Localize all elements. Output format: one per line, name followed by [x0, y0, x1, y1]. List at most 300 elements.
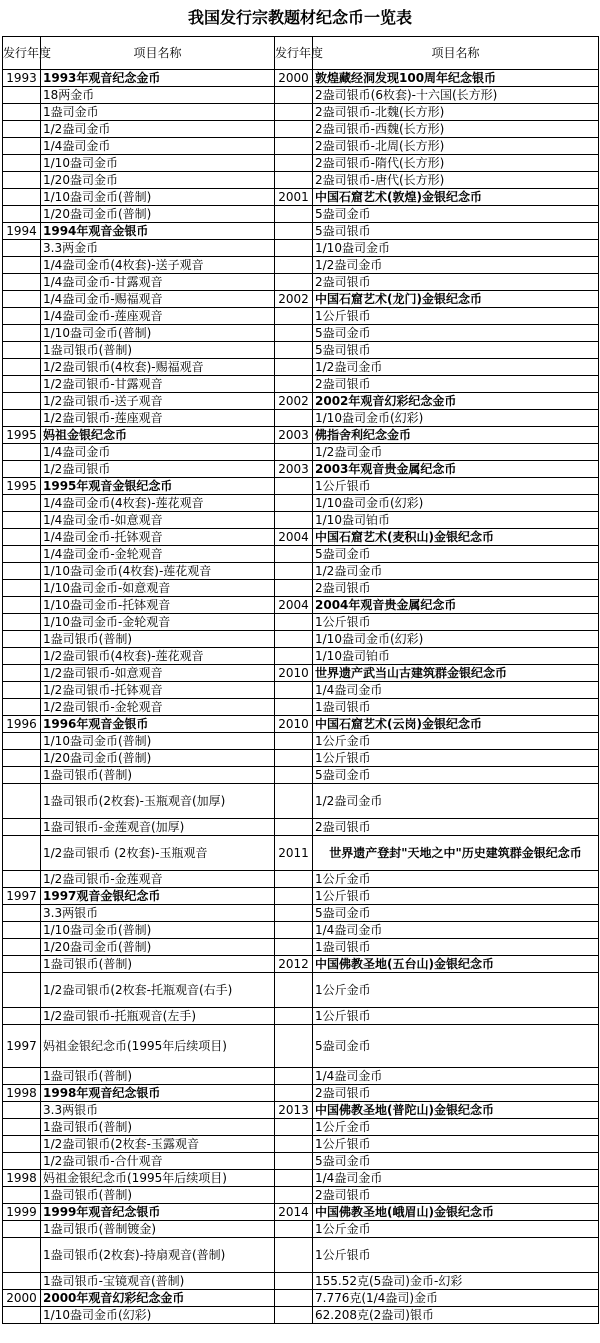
year-cell-left — [3, 614, 41, 631]
item-name-cell-right: 中国佛教圣地(峨眉山)金银纪念币 — [313, 1204, 599, 1221]
year-cell-right — [275, 104, 313, 121]
table-row — [3, 871, 599, 888]
year-cell-left: 1998 — [3, 1170, 41, 1187]
item-name-cell-left: 1盎司银币(普制镀金) — [41, 1221, 275, 1238]
item-name-cell-right: 2盎司银币 — [313, 1085, 599, 1102]
table-row — [3, 1221, 599, 1238]
item-name-cell-right: 5盎司金币 — [313, 767, 599, 784]
table-row — [3, 784, 599, 819]
item-name-cell-right: 5盎司金币 — [313, 546, 599, 563]
year-cell-left: 2000 — [3, 1290, 41, 1307]
table-row — [3, 665, 599, 682]
item-name-cell-left: 妈祖金银纪念币(1995年后续项目) — [41, 1025, 275, 1068]
item-name-cell-left: 1盎司银币(普制) — [41, 1068, 275, 1085]
year-cell-right — [275, 905, 313, 922]
year-cell-left — [3, 444, 41, 461]
item-name-cell-left: 1/4盎司金币(4枚套)-送子观音 — [41, 257, 275, 274]
year-cell-right — [275, 819, 313, 836]
year-cell-right — [275, 871, 313, 888]
item-name-cell-left: 1盎司银币-宝镜观音(普制) — [41, 1273, 275, 1290]
item-name-cell-right: 1/2盎司金币 — [313, 257, 599, 274]
year-cell-right — [275, 1153, 313, 1170]
item-name-cell-left: 1995年观音金银纪念币 — [41, 478, 275, 495]
item-name-cell-left: 1/4盎司金币(4枚套)-莲花观音 — [41, 495, 275, 512]
item-name-cell-right: 1/4盎司金币 — [313, 1068, 599, 1085]
year-cell-left — [3, 461, 41, 478]
year-cell-left — [3, 1307, 41, 1324]
year-cell-right — [275, 240, 313, 257]
item-name-cell-right: 2004年观音贵金属纪念币 — [313, 597, 599, 614]
year-cell-right — [275, 87, 313, 104]
table-row — [3, 1068, 599, 1085]
year-cell-right — [275, 563, 313, 580]
item-name-cell-left: 1/10盎司金币-托钵观音 — [41, 597, 275, 614]
item-name-cell-left: 1/2盎司银币-托钵观音 — [41, 682, 275, 699]
year-cell-left — [3, 699, 41, 716]
year-cell-right — [275, 888, 313, 905]
table-row — [3, 138, 599, 155]
year-cell-left — [3, 257, 41, 274]
table-row — [3, 888, 599, 905]
item-name-cell-left: 1/10盎司金币-如意观音 — [41, 580, 275, 597]
year-cell-right — [275, 155, 313, 172]
table-row — [3, 1187, 599, 1204]
table-row — [3, 189, 599, 206]
year-cell-right — [275, 308, 313, 325]
item-name-cell-left: 1盎司银币(普制) — [41, 631, 275, 648]
item-name-cell-left: 18两金币 — [41, 87, 275, 104]
item-name-cell-right: 5盎司金币 — [313, 1025, 599, 1068]
item-name-cell-right: 1/4盎司金币 — [313, 682, 599, 699]
item-name-cell-left: 1/4盎司金币 — [41, 138, 275, 155]
header-row — [3, 37, 599, 70]
year-cell-right — [275, 1307, 313, 1324]
year-cell-left — [3, 308, 41, 325]
year-cell-right — [275, 1290, 313, 1307]
table-row — [3, 631, 599, 648]
item-name-cell-left: 1/4盎司金币-如意观音 — [41, 512, 275, 529]
table-row — [3, 478, 599, 495]
table-row — [3, 836, 599, 871]
item-name-cell-right: 5盎司金币 — [313, 905, 599, 922]
table-row — [3, 939, 599, 956]
year-cell-right — [275, 1136, 313, 1153]
item-name-cell-left: 3.3两金币 — [41, 240, 275, 257]
item-name-cell-left: 1盎司银币(普制) — [41, 342, 275, 359]
table-row — [3, 1085, 599, 1102]
item-name-cell-left: 1盎司银币-金莲观音(加厚) — [41, 819, 275, 836]
year-cell-right — [275, 699, 313, 716]
item-name-cell-right: 2003年观音贵金属纪念币 — [313, 461, 599, 478]
table-row — [3, 444, 599, 461]
year-cell-right: 2002 — [275, 291, 313, 308]
year-cell-left — [3, 784, 41, 819]
item-name-cell-left: 1996年观音金银币 — [41, 716, 275, 733]
table-row — [3, 308, 599, 325]
table-row — [3, 563, 599, 580]
item-name-cell-left: 妈祖金银纪念币 — [41, 427, 275, 444]
year-cell-right — [275, 614, 313, 631]
item-name-cell-left: 1盎司银币(普制) — [41, 956, 275, 973]
item-name-cell-left: 1盎司银币(普制) — [41, 1187, 275, 1204]
year-cell-left — [3, 973, 41, 1008]
year-cell-right — [275, 1119, 313, 1136]
item-name-cell-right: 1公斤金币 — [313, 871, 599, 888]
item-name-cell-right: 2盎司银币 — [313, 580, 599, 597]
table-row — [3, 223, 599, 240]
year-cell-right — [275, 1170, 313, 1187]
year-cell-left — [3, 495, 41, 512]
table-row — [3, 359, 599, 376]
table-row — [3, 512, 599, 529]
year-cell-right — [275, 767, 313, 784]
item-name-cell-left: 1/4盎司金币-金轮观音 — [41, 546, 275, 563]
table-row — [3, 905, 599, 922]
year-cell-left — [3, 1273, 41, 1290]
item-name-cell-right: 7.776克(1/4盎司)金币 — [313, 1290, 599, 1307]
year-cell-left — [3, 597, 41, 614]
table-row — [3, 1025, 599, 1068]
year-cell-right — [275, 512, 313, 529]
item-name-cell-right: 1公斤银币 — [313, 614, 599, 631]
header-year-left: 发行年度 — [3, 37, 41, 70]
table-row — [3, 155, 599, 172]
table-row — [3, 172, 599, 189]
item-name-cell-left: 1/2盎司金币 — [41, 121, 275, 138]
table-row — [3, 427, 599, 444]
year-cell-left — [3, 342, 41, 359]
year-cell-left — [3, 1221, 41, 1238]
item-name-cell-left: 1/2盎司银币(4枚套)-赐福观音 — [41, 359, 275, 376]
year-cell-right — [275, 359, 313, 376]
year-cell-left — [3, 1068, 41, 1085]
year-cell-left — [3, 956, 41, 973]
year-cell-left — [3, 410, 41, 427]
table-row — [3, 716, 599, 733]
year-cell-left — [3, 121, 41, 138]
table-row — [3, 819, 599, 836]
item-name-cell-left: 1/20盎司金币 — [41, 172, 275, 189]
year-cell-left: 1996 — [3, 716, 41, 733]
item-name-cell-left: 1/20盎司金币(普制) — [41, 939, 275, 956]
year-cell-left — [3, 376, 41, 393]
table-row — [3, 87, 599, 104]
year-cell-right — [275, 342, 313, 359]
table-row — [3, 410, 599, 427]
year-cell-left: 1995 — [3, 478, 41, 495]
item-name-cell-right: 1/10盎司金币(幻彩) — [313, 631, 599, 648]
item-name-cell-right: 中国石窟艺术(云岗)金银纪念币 — [313, 716, 599, 733]
item-name-cell-right: 1公斤金币 — [313, 1221, 599, 1238]
year-cell-left — [3, 922, 41, 939]
item-name-cell-left: 1/20盎司金币(普制) — [41, 750, 275, 767]
item-name-cell-left: 1盎司银币(普制) — [41, 767, 275, 784]
item-name-cell-left: 1/4盎司金币-赐福观音 — [41, 291, 275, 308]
table-row — [3, 614, 599, 631]
item-name-cell-right: 1/2盎司金币 — [313, 444, 599, 461]
year-cell-right — [275, 223, 313, 240]
table-row — [3, 580, 599, 597]
item-name-cell-right: 1/10盎司金币 — [313, 240, 599, 257]
year-cell-right: 2004 — [275, 597, 313, 614]
item-name-cell-left: 1盎司金币 — [41, 104, 275, 121]
year-cell-right — [275, 973, 313, 1008]
item-name-cell-right: 1公斤银币 — [313, 1008, 599, 1025]
item-name-cell-left: 1997观音金银纪念币 — [41, 888, 275, 905]
item-name-cell-left: 1/4盎司金币-莲座观音 — [41, 308, 275, 325]
item-name-cell-left: 1/20盎司金币(普制) — [41, 206, 275, 223]
year-cell-left — [3, 665, 41, 682]
item-name-cell-left: 妈祖金银纪念币(1995年后续项目) — [41, 1170, 275, 1187]
year-cell-right — [275, 274, 313, 291]
year-cell-right: 2010 — [275, 716, 313, 733]
year-cell-right: 2001 — [275, 189, 313, 206]
year-cell-left — [3, 1102, 41, 1119]
table-row — [3, 376, 599, 393]
item-name-cell-right: 2盎司银币-隋代(长方形) — [313, 155, 599, 172]
year-cell-left — [3, 359, 41, 376]
year-cell-left — [3, 750, 41, 767]
item-name-cell-left: 1盎司银币(2枚套)-玉瓶观音(加厚) — [41, 784, 275, 819]
item-name-cell-right: 5盎司金币 — [313, 1153, 599, 1170]
year-cell-left — [3, 733, 41, 750]
item-name-cell-right: 中国佛教圣地(普陀山)金银纪念币 — [313, 1102, 599, 1119]
item-name-cell-left: 1/10盎司金币(普制) — [41, 922, 275, 939]
item-name-cell-left: 1/2盎司银币-合什观音 — [41, 1153, 275, 1170]
item-name-cell-right: 2盎司银币(6枚套)-十六国(长方形) — [313, 87, 599, 104]
year-cell-left — [3, 512, 41, 529]
table-row — [3, 767, 599, 784]
item-name-cell-right: 1公斤金币 — [313, 1119, 599, 1136]
year-cell-left — [3, 1238, 41, 1273]
year-cell-left — [3, 206, 41, 223]
year-cell-left — [3, 939, 41, 956]
year-cell-right — [275, 580, 313, 597]
table-row — [3, 274, 599, 291]
item-name-cell-left: 1993年观音纪念金币 — [41, 70, 275, 87]
year-cell-left — [3, 819, 41, 836]
item-name-cell-right: 1/10盎司铂币 — [313, 648, 599, 665]
year-cell-right — [275, 410, 313, 427]
year-cell-right — [275, 1025, 313, 1068]
year-cell-left: 1997 — [3, 888, 41, 905]
year-cell-left — [3, 631, 41, 648]
year-cell-left — [3, 1187, 41, 1204]
year-cell-right: 2004 — [275, 529, 313, 546]
year-cell-left — [3, 172, 41, 189]
year-cell-left — [3, 871, 41, 888]
table-row — [3, 1204, 599, 1221]
item-name-cell-right: 世界遗产武当山古建筑群金银纪念币 — [313, 665, 599, 682]
header-year-right: 发行年度 — [275, 37, 313, 70]
table-row — [3, 1238, 599, 1273]
item-name-cell-right: 中国石窟艺术(敦煌)金银纪念币 — [313, 189, 599, 206]
item-name-cell-left: 1/2盎司银币 (2枚套)-玉瓶观音 — [41, 836, 275, 871]
item-name-cell-right: 佛指舍利纪念金币 — [313, 427, 599, 444]
item-name-cell-left: 1/4盎司金币-托钵观音 — [41, 529, 275, 546]
item-name-cell-right: 1公斤银币 — [313, 1238, 599, 1273]
item-name-cell-right: 2盎司银币-北周(长方形) — [313, 138, 599, 155]
year-cell-right — [275, 172, 313, 189]
item-name-cell-right: 1公斤银币 — [313, 750, 599, 767]
item-name-cell-right: 2盎司银币 — [313, 1187, 599, 1204]
year-cell-right: 2003 — [275, 461, 313, 478]
item-name-cell-left: 1/10盎司金币(普制) — [41, 189, 275, 206]
year-cell-right — [275, 478, 313, 495]
item-name-cell-right: 5盎司金币 — [313, 206, 599, 223]
year-cell-left — [3, 546, 41, 563]
table-row — [3, 922, 599, 939]
table-row — [3, 461, 599, 478]
item-name-cell-right: 1盎司银币 — [313, 939, 599, 956]
item-name-cell-right: 2盎司银币-唐代(长方形) — [313, 172, 599, 189]
item-name-cell-right: 2盎司银币 — [313, 376, 599, 393]
year-cell-right — [275, 121, 313, 138]
year-cell-left — [3, 393, 41, 410]
year-cell-left: 1994 — [3, 223, 41, 240]
item-name-cell-right: 世界遗产登封"天地之中"历史建筑群金银纪念币 — [313, 836, 599, 871]
year-cell-left — [3, 274, 41, 291]
item-name-cell-right: 1/10盎司金币(幻彩) — [313, 410, 599, 427]
item-name-cell-left: 1/2盎司银币-甘露观音 — [41, 376, 275, 393]
coin-table — [2, 36, 599, 1324]
item-name-cell-left: 1/2盎司银币 — [41, 461, 275, 478]
table-row — [3, 291, 599, 308]
table-row — [3, 529, 599, 546]
item-name-cell-left: 1/4盎司金币-甘露观音 — [41, 274, 275, 291]
item-name-cell-left: 1盎司银币(普制) — [41, 1119, 275, 1136]
year-cell-right — [275, 257, 313, 274]
year-cell-left — [3, 836, 41, 871]
item-name-cell-right: 2002年观音幻彩纪念金币 — [313, 393, 599, 410]
table-row — [3, 70, 599, 87]
year-cell-right — [275, 495, 313, 512]
item-name-cell-left: 1994年观音金银币 — [41, 223, 275, 240]
table-body — [3, 70, 599, 1324]
table-row — [3, 104, 599, 121]
table-row — [3, 1273, 599, 1290]
item-name-cell-right: 62.208克(2盎司)银币 — [313, 1307, 599, 1324]
item-name-cell-right: 中国石窟艺术(麦积山)金银纪念币 — [313, 529, 599, 546]
item-name-cell-left: 1/2盎司银币-送子观音 — [41, 393, 275, 410]
item-name-cell-right: 1公斤金币 — [313, 733, 599, 750]
table-row — [3, 1136, 599, 1153]
year-cell-left — [3, 682, 41, 699]
year-cell-left — [3, 155, 41, 172]
year-cell-right — [275, 444, 313, 461]
year-cell-left — [3, 905, 41, 922]
item-name-cell-left: 2000年观音幻彩纪念金币 — [41, 1290, 275, 1307]
year-cell-left — [3, 189, 41, 206]
item-name-cell-left: 1/2盎司银币-托瓶观音(左手) — [41, 1008, 275, 1025]
year-cell-right — [275, 1238, 313, 1273]
item-name-cell-right: 1公斤银币 — [313, 888, 599, 905]
item-name-cell-right: 2盎司银币-北魏(长方形) — [313, 104, 599, 121]
table-row — [3, 1307, 599, 1324]
page-title: 我国发行宗教题材纪念币一览表 — [187, 8, 412, 27]
item-name-cell-right: 1/2盎司金币 — [313, 784, 599, 819]
year-cell-left — [3, 648, 41, 665]
year-cell-right: 2000 — [275, 70, 313, 87]
item-name-cell-right: 2盎司银币 — [313, 274, 599, 291]
item-name-cell-right: 2盎司银币 — [313, 819, 599, 836]
item-name-cell-left: 1/10盎司金币(幻彩) — [41, 1307, 275, 1324]
item-name-cell-right: 5盎司银币 — [313, 342, 599, 359]
year-cell-right: 2013 — [275, 1102, 313, 1119]
item-name-cell-right: 1/2盎司金币 — [313, 563, 599, 580]
item-name-cell-right: 中国石窟艺术(龙门)金银纪念币 — [313, 291, 599, 308]
item-name-cell-right: 5盎司金币 — [313, 325, 599, 342]
year-cell-right — [275, 922, 313, 939]
year-cell-right: 2002 — [275, 393, 313, 410]
table-row — [3, 750, 599, 767]
table-row — [3, 342, 599, 359]
item-name-cell-right: 1/10盎司铂币 — [313, 512, 599, 529]
year-cell-left — [3, 291, 41, 308]
table-row — [3, 325, 599, 342]
year-cell-left: 1993 — [3, 70, 41, 87]
year-cell-right — [275, 648, 313, 665]
year-cell-left: 1997 — [3, 1025, 41, 1068]
year-cell-right — [275, 206, 313, 223]
year-cell-left: 1998 — [3, 1085, 41, 1102]
item-name-cell-left: 1盎司银币(2枚套)-持扇观音(普制) — [41, 1238, 275, 1273]
item-name-cell-right: 5盎司银币 — [313, 223, 599, 240]
year-cell-right — [275, 546, 313, 563]
year-cell-left — [3, 563, 41, 580]
item-name-cell-left: 1999年观音纪念银币 — [41, 1204, 275, 1221]
item-name-cell-left: 1998年观音纪念银币 — [41, 1085, 275, 1102]
year-cell-left: 1995 — [3, 427, 41, 444]
year-cell-right: 2014 — [275, 1204, 313, 1221]
year-cell-left — [3, 325, 41, 342]
table-row — [3, 257, 599, 274]
table-row — [3, 1290, 599, 1307]
year-cell-right — [275, 376, 313, 393]
year-cell-left — [3, 529, 41, 546]
table-row — [3, 1170, 599, 1187]
item-name-cell-left: 1/10盎司金币(4枚套)-莲花观音 — [41, 563, 275, 580]
item-name-cell-right: 1/10盎司金币(幻彩) — [313, 495, 599, 512]
year-cell-right: 2012 — [275, 956, 313, 973]
year-cell-right — [275, 1085, 313, 1102]
table-row — [3, 495, 599, 512]
item-name-cell-left: 1/2盎司银币(2枚套-托瓶观音(右手) — [41, 973, 275, 1008]
year-cell-right: 2011 — [275, 836, 313, 871]
item-name-cell-right: 1公斤银币 — [313, 478, 599, 495]
item-name-cell-right: 1盎司银币 — [313, 699, 599, 716]
table-row — [3, 973, 599, 1008]
table-row — [3, 699, 599, 716]
year-cell-right — [275, 1068, 313, 1085]
year-cell-left — [3, 1153, 41, 1170]
year-cell-right — [275, 682, 313, 699]
table-row — [3, 240, 599, 257]
item-name-cell-left: 1/2盎司银币-如意观音 — [41, 665, 275, 682]
year-cell-left — [3, 104, 41, 121]
year-cell-right — [275, 939, 313, 956]
table-row — [3, 121, 599, 138]
table-row — [3, 1119, 599, 1136]
item-name-cell-right: 1/4盎司金币 — [313, 922, 599, 939]
item-name-cell-left: 1/2盎司银币(2枚套-玉露观音 — [41, 1136, 275, 1153]
table-row — [3, 393, 599, 410]
item-name-cell-left: 1/10盎司金币 — [41, 155, 275, 172]
item-name-cell-left: 3.3两银币 — [41, 905, 275, 922]
item-name-cell-right: 中国佛教圣地(五台山)金银纪念币 — [313, 956, 599, 973]
item-name-cell-left: 3.3两银币 — [41, 1102, 275, 1119]
table-row — [3, 1153, 599, 1170]
